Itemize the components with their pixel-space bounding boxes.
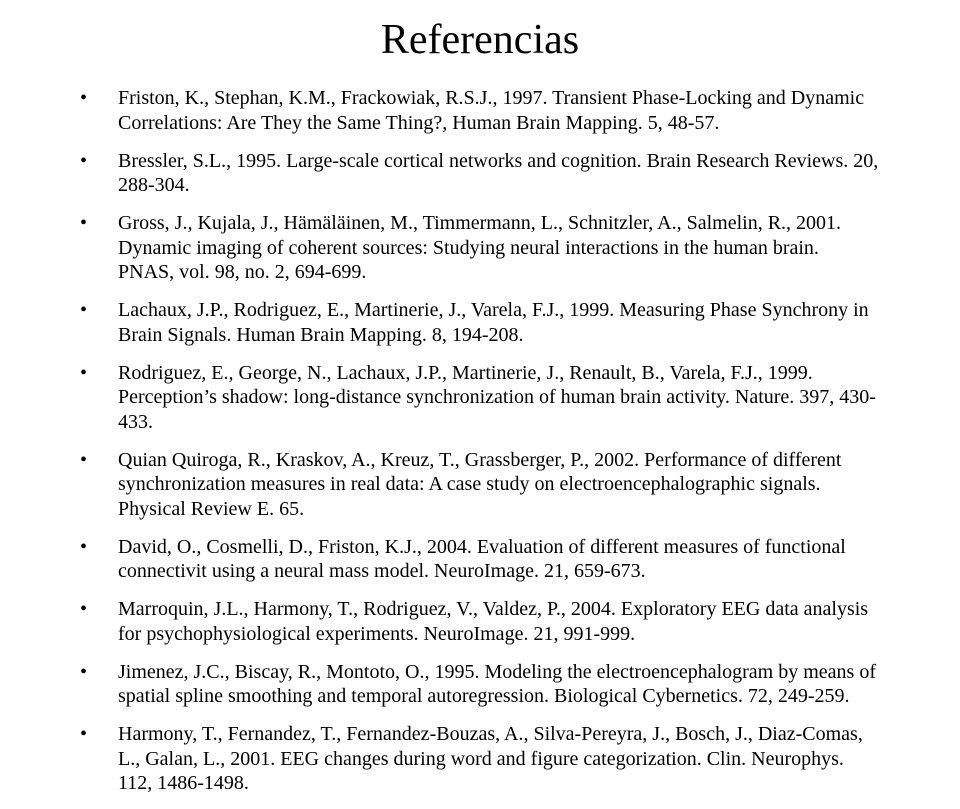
reference-item bbox=[80, 660, 880, 709]
reference-text: Lachaux, J.P., Rodriguez, E., Martinerie, J., Varela, F.J., 1999. Measuring Phase Synchrony in Brain Signals. Human Brain Mapping. 8, 194-208. bbox=[118, 299, 869, 346]
reference-item bbox=[80, 448, 880, 522]
reference-text: Harmony, T., Fernandez, T., Fernandez-Bouzas, A., Silva-Pereyra, J., Bosch, J., Diaz-Comas, L., Galan, L., 2001. EEG changes during word and figure categorization. Clin. Neurophys. 112, 1486-1498. bbox=[118, 723, 863, 794]
reference-text: Jimenez, J.C., Biscay, R., Montoto, O., 1995. Modeling the electroencephalogram by means of spatial spline smoothing and temporal autoregression. Biological Cybernetics. 72, 249-259. bbox=[118, 660, 876, 707]
bullet-icon: • bbox=[80, 660, 88, 683]
reference-text: David, O., Cosmelli, D., Friston, K.J., 2004. Evaluation of different measures of functional connectivit using a neural mass model. NeuroImage. 21, 659-673. bbox=[118, 535, 846, 582]
reference-item bbox=[80, 722, 880, 796]
bullet-icon: • bbox=[80, 598, 88, 620]
reference-text: Quian Quiroga, R., Kraskov, A., Kreuz, T., Grassberger, P., 2002. Performance of different synchronization measures in real data: A case study on electroencephalographic signals. Physical Review E. 65. bbox=[118, 448, 842, 520]
bullet-icon: • bbox=[80, 535, 88, 558]
reference-text: Bressler, S.L., 1995. Large-scale cortical networks and cognition. Brain Research Reviews. 20, 288-304. bbox=[118, 149, 879, 196]
slide-title: Referencias bbox=[380, 17, 580, 63]
bullet-icon: • bbox=[80, 87, 88, 109]
reference-item bbox=[80, 597, 880, 646]
bullet-icon: • bbox=[80, 361, 88, 384]
reference-text: Gross, J., Kujala, J., Hämäläinen, M., Timmermann, L., Schnitzler, A., Salmelin, R., 2001. Dynamic imaging of coherent sources: Studying neural interactions in the human brain. PNAS, vol. 98, no. 2, 694-699. bbox=[118, 212, 842, 283]
bullet-icon: • bbox=[80, 212, 88, 234]
bullet-icon: • bbox=[80, 149, 88, 172]
reference-item bbox=[80, 361, 880, 435]
reference-item bbox=[80, 535, 880, 584]
bullet-icon: • bbox=[80, 723, 88, 745]
bullet-icon: • bbox=[80, 299, 88, 321]
reference-item bbox=[80, 298, 880, 347]
reference-item bbox=[80, 149, 880, 198]
reference-text: Marroquin, J.L., Harmony, T., Rodriguez, V., Valdez, P., 2004. Exploratory EEG data analysis for psychophysiological experiments. NeuroImage. 21, 991-999. bbox=[118, 598, 869, 645]
bullet-icon: • bbox=[80, 448, 88, 471]
reference-item bbox=[80, 211, 880, 285]
reference-item bbox=[80, 86, 880, 135]
reference-text: Friston, K., Stephan, K.M., Frackowiak, R.S.J., 1997. Transient Phase-Locking and Dynamic Correlations: Are They the Same Thing?, Human Brain Mapping. 5, 48-57. bbox=[118, 87, 865, 134]
reference-text: Rodriguez, E., George, N., Lachaux, J.P., Martinerie, J., Renault, B., Varela, F.J., 1999. Perception’s shadow: long-distance synchronization of human brain activity. Nature. 397, 430-433. bbox=[118, 361, 876, 433]
reference-list bbox=[80, 86, 880, 809]
